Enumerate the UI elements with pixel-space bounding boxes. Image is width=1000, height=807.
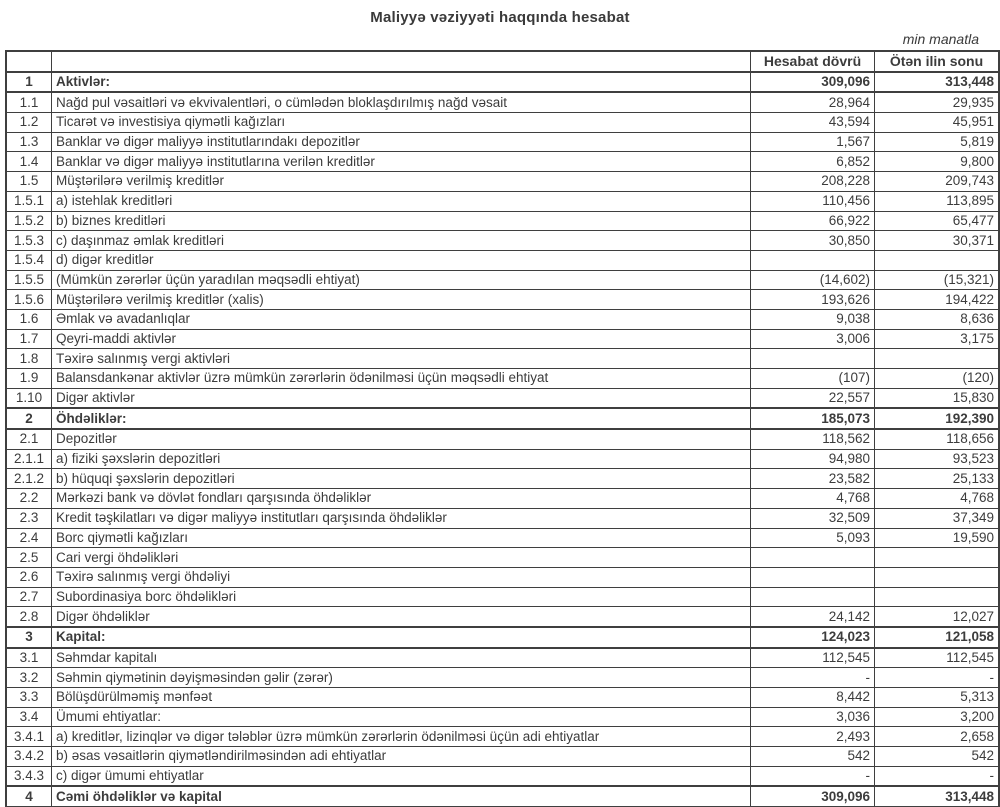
value-previous-cell: 45,951 bbox=[875, 113, 1000, 133]
value-current-cell: 28,964 bbox=[751, 92, 875, 112]
row-number-cell: 3 bbox=[6, 627, 52, 648]
row-number-cell: 1.5.4 bbox=[6, 250, 52, 270]
row-number-cell: 2.6 bbox=[6, 567, 52, 587]
row-label-cell: Qeyri-maddi aktivlər bbox=[52, 329, 751, 349]
row-label-cell: Bölüşdürülməmiş mənfəət bbox=[52, 688, 751, 708]
table-row bbox=[6, 113, 999, 133]
financial-statement-table bbox=[5, 50, 1000, 807]
table-row bbox=[6, 786, 999, 807]
value-current-cell: 309,096 bbox=[751, 786, 875, 807]
table-row bbox=[6, 349, 999, 369]
table-row bbox=[6, 528, 999, 548]
value-current-cell: 22,557 bbox=[751, 388, 875, 408]
row-label-cell: Kredit təşkilatları və digər maliyyə institutları qarşısında öhdəliklər bbox=[52, 508, 751, 528]
row-number-cell: 1.8 bbox=[6, 349, 52, 369]
row-number-cell: 1.5.2 bbox=[6, 211, 52, 231]
row-number-cell: 1.1 bbox=[6, 92, 52, 112]
value-current-cell: 124,023 bbox=[751, 627, 875, 648]
row-number-cell: 4 bbox=[6, 786, 52, 807]
value-current-cell: 4,768 bbox=[751, 489, 875, 509]
value-current-cell: 66,922 bbox=[751, 211, 875, 231]
value-current-cell: 193,626 bbox=[751, 290, 875, 310]
row-number-cell: 1.5 bbox=[6, 172, 52, 192]
row-number-cell: 2.1.1 bbox=[6, 449, 52, 469]
value-current-cell: 208,228 bbox=[751, 172, 875, 192]
row-label-cell: Müştərilərə verilmiş kreditlər (xalis) bbox=[52, 290, 751, 310]
page-title: Maliyyə vəziyyəti haqqında hesabat bbox=[370, 9, 630, 26]
value-previous-cell: 15,830 bbox=[875, 388, 1000, 408]
table-row bbox=[6, 231, 999, 251]
value-previous-cell: 12,027 bbox=[875, 607, 1000, 627]
table-row bbox=[6, 152, 999, 172]
value-previous-cell bbox=[875, 250, 1000, 270]
table-body bbox=[6, 72, 999, 807]
row-number-cell: 2 bbox=[6, 408, 52, 429]
row-number-cell: 2.1 bbox=[6, 429, 52, 449]
value-current-cell: 112,545 bbox=[751, 648, 875, 668]
table-row bbox=[6, 429, 999, 449]
value-previous-cell: 65,477 bbox=[875, 211, 1000, 231]
table-row bbox=[6, 469, 999, 489]
row-label-cell: Ümumi ehtiyatlar: bbox=[52, 707, 751, 727]
table-row bbox=[6, 290, 999, 310]
value-previous-cell: 3,200 bbox=[875, 707, 1000, 727]
row-label-cell: Əmlak və avadanlıqlar bbox=[52, 309, 751, 329]
value-current-cell: 542 bbox=[751, 747, 875, 767]
value-previous-cell: 37,349 bbox=[875, 508, 1000, 528]
value-current-cell: 2,493 bbox=[751, 727, 875, 747]
row-label-cell: Digər aktivlər bbox=[52, 388, 751, 408]
row-label-cell: Təxirə salınmış vergi öhdəliyi bbox=[52, 567, 751, 587]
row-label-cell: Kapital: bbox=[52, 627, 751, 648]
row-number-cell: 1.5.6 bbox=[6, 290, 52, 310]
table-row bbox=[6, 567, 999, 587]
row-number-cell: 1.6 bbox=[6, 309, 52, 329]
row-label-cell: Balansdankənar aktivlər üzrə mümkün zərərlərin ödənilməsi üçün məqsədli ehtiyat bbox=[52, 369, 751, 389]
value-current-cell bbox=[751, 250, 875, 270]
value-previous-cell: 112,545 bbox=[875, 648, 1000, 668]
value-current-cell bbox=[751, 567, 875, 587]
table-row bbox=[6, 250, 999, 270]
value-current-cell: 43,594 bbox=[751, 113, 875, 133]
row-label-cell: b) biznes kreditləri bbox=[52, 211, 751, 231]
row-label-cell: Səhmdar kapitalı bbox=[52, 648, 751, 668]
value-previous-cell: - bbox=[875, 668, 1000, 688]
table-row bbox=[6, 548, 999, 568]
row-label-cell: Subordinasiya borc öhdəlikləri bbox=[52, 587, 751, 607]
row-label-cell: Borc qiymətli kağızları bbox=[52, 528, 751, 548]
row-number-cell: 2.7 bbox=[6, 587, 52, 607]
value-previous-cell: 19,590 bbox=[875, 528, 1000, 548]
row-number-cell: 1.4 bbox=[6, 152, 52, 172]
value-current-cell: - bbox=[751, 668, 875, 688]
table-row bbox=[6, 270, 999, 290]
row-label-cell: c) digər ümumi ehtiyatlar bbox=[52, 766, 751, 786]
row-number-cell: 1.5.3 bbox=[6, 231, 52, 251]
row-label-cell: b) hüquqi şəxslərin depozitləri bbox=[52, 469, 751, 489]
table-row bbox=[6, 211, 999, 231]
value-current-cell: 5,093 bbox=[751, 528, 875, 548]
row-number-cell: 2.5 bbox=[6, 548, 52, 568]
table-row bbox=[6, 489, 999, 509]
row-number-cell: 1.5.5 bbox=[6, 270, 52, 290]
table-row bbox=[6, 388, 999, 408]
row-label-cell: Nağd pul vəsaitləri və ekvivalentləri, o cümlədən bloklaşdırılmış nağd vəsait bbox=[52, 92, 751, 112]
row-label-cell: Mərkəzi bank və dövlət fondları qarşısında öhdəliklər bbox=[52, 489, 751, 509]
value-current-cell: 24,142 bbox=[751, 607, 875, 627]
table-row bbox=[6, 449, 999, 469]
row-number-cell: 2.1.2 bbox=[6, 469, 52, 489]
row-number-cell: 1.5.1 bbox=[6, 191, 52, 211]
row-number-cell: 3.3 bbox=[6, 688, 52, 708]
row-number-cell: 2.3 bbox=[6, 508, 52, 528]
value-previous-cell: 313,448 bbox=[875, 72, 1000, 93]
value-current-cell: 9,038 bbox=[751, 309, 875, 329]
unit-note: min manatla bbox=[902, 31, 979, 47]
row-number-cell: 2.2 bbox=[6, 489, 52, 509]
header-row bbox=[6, 51, 999, 72]
row-number-cell: 3.1 bbox=[6, 648, 52, 668]
value-previous-cell: 25,133 bbox=[875, 469, 1000, 489]
value-current-cell bbox=[751, 587, 875, 607]
row-label-cell: d) digər kreditlər bbox=[52, 250, 751, 270]
value-current-cell: 8,442 bbox=[751, 688, 875, 708]
table-row bbox=[6, 508, 999, 528]
row-number-cell: 1 bbox=[6, 72, 52, 93]
value-previous-cell: 8,636 bbox=[875, 309, 1000, 329]
value-current-cell: 1,567 bbox=[751, 132, 875, 152]
table-row bbox=[6, 668, 999, 688]
row-number-cell: 1.2 bbox=[6, 113, 52, 133]
row-label-cell: Müştərilərə verilmiş kreditlər bbox=[52, 172, 751, 192]
value-previous-cell: 194,422 bbox=[875, 290, 1000, 310]
value-previous-cell: 9,800 bbox=[875, 152, 1000, 172]
value-current-cell: 118,562 bbox=[751, 429, 875, 449]
row-number-cell: 1.7 bbox=[6, 329, 52, 349]
row-number-cell: 1.9 bbox=[6, 369, 52, 389]
value-previous-cell: 542 bbox=[875, 747, 1000, 767]
value-current-cell: 3,036 bbox=[751, 707, 875, 727]
header-cell-number bbox=[6, 51, 52, 72]
value-previous-cell: 2,658 bbox=[875, 727, 1000, 747]
value-previous-cell: 5,313 bbox=[875, 688, 1000, 708]
table-row bbox=[6, 648, 999, 668]
value-current-cell: 32,509 bbox=[751, 508, 875, 528]
row-number-cell: 3.4.1 bbox=[6, 727, 52, 747]
row-number-cell: 3.2 bbox=[6, 668, 52, 688]
header-cell-description bbox=[52, 51, 751, 72]
value-current-cell bbox=[751, 548, 875, 568]
table-row bbox=[6, 132, 999, 152]
table-row bbox=[6, 707, 999, 727]
table-row bbox=[6, 587, 999, 607]
table-row bbox=[6, 72, 999, 93]
table-row bbox=[6, 627, 999, 648]
value-previous-cell: 4,768 bbox=[875, 489, 1000, 509]
row-label-cell: a) kreditlər, lizinqlər və digər tələblər üzrə mümkün zərərlərin ödənilməsi üçün adi ehtiyatlar bbox=[52, 727, 751, 747]
table-row bbox=[6, 309, 999, 329]
value-current-cell: 30,850 bbox=[751, 231, 875, 251]
value-previous-cell: 209,743 bbox=[875, 172, 1000, 192]
value-previous-cell: 93,523 bbox=[875, 449, 1000, 469]
row-label-cell: Banklar və digər maliyyə institutlarındakı depozitlər bbox=[52, 132, 751, 152]
value-current-cell: (107) bbox=[751, 369, 875, 389]
row-number-cell: 3.4.2 bbox=[6, 747, 52, 767]
value-previous-cell: 192,390 bbox=[875, 408, 1000, 429]
value-current-cell: 6,852 bbox=[751, 152, 875, 172]
value-current-cell: 94,980 bbox=[751, 449, 875, 469]
header-cell-current-period: Hesabat dövrü bbox=[751, 51, 875, 72]
value-previous-cell: - bbox=[875, 766, 1000, 786]
row-label-cell: Banklar və digər maliyyə institutlarına verilən kreditlər bbox=[52, 152, 751, 172]
value-previous-cell bbox=[875, 349, 1000, 369]
row-number-cell: 2.4 bbox=[6, 528, 52, 548]
value-previous-cell: 113,895 bbox=[875, 191, 1000, 211]
value-current-cell: - bbox=[751, 766, 875, 786]
table-row bbox=[6, 408, 999, 429]
row-number-cell: 1.10 bbox=[6, 388, 52, 408]
table-row bbox=[6, 329, 999, 349]
value-previous-cell: 3,175 bbox=[875, 329, 1000, 349]
value-previous-cell: (15,321) bbox=[875, 270, 1000, 290]
row-label-cell: Səhmin qiymətinin dəyişməsindən gəlir (zərər) bbox=[52, 668, 751, 688]
row-number-cell: 1.3 bbox=[6, 132, 52, 152]
table-row bbox=[6, 688, 999, 708]
row-label-cell: c) daşınmaz əmlak kreditləri bbox=[52, 231, 751, 251]
table-row bbox=[6, 766, 999, 786]
value-previous-cell: 30,371 bbox=[875, 231, 1000, 251]
table-row bbox=[6, 191, 999, 211]
value-previous-cell: 29,935 bbox=[875, 92, 1000, 112]
value-current-cell: (14,602) bbox=[751, 270, 875, 290]
table-row bbox=[6, 727, 999, 747]
row-label-cell: Ticarət və investisiya qiymətli kağızları bbox=[52, 113, 751, 133]
row-number-cell: 3.4 bbox=[6, 707, 52, 727]
value-previous-cell: 5,819 bbox=[875, 132, 1000, 152]
value-previous-cell bbox=[875, 567, 1000, 587]
row-label-cell: a) fiziki şəxslərin depozitləri bbox=[52, 449, 751, 469]
table-row bbox=[6, 92, 999, 112]
row-label-cell: Cəmi öhdəliklər və kapital bbox=[52, 786, 751, 807]
table-row bbox=[6, 747, 999, 767]
table-row bbox=[6, 607, 999, 627]
row-label-cell: b) əsas vəsaitlərin qiymətləndirilməsindən adi ehtiyatlar bbox=[52, 747, 751, 767]
value-previous-cell: (120) bbox=[875, 369, 1000, 389]
value-current-cell: 309,096 bbox=[751, 72, 875, 93]
row-label-cell: Aktivlər: bbox=[52, 72, 751, 93]
value-previous-cell bbox=[875, 587, 1000, 607]
row-label-cell: Təxirə salınmış vergi aktivləri bbox=[52, 349, 751, 369]
value-previous-cell: 118,656 bbox=[875, 429, 1000, 449]
value-current-cell: 3,006 bbox=[751, 329, 875, 349]
table-row bbox=[6, 172, 999, 192]
table-row bbox=[6, 369, 999, 389]
value-previous-cell bbox=[875, 548, 1000, 568]
row-label-cell: Digər öhdəliklər bbox=[52, 607, 751, 627]
value-current-cell: 23,582 bbox=[751, 469, 875, 489]
row-label-cell: a) istehlak kreditləri bbox=[52, 191, 751, 211]
row-number-cell: 3.4.3 bbox=[6, 766, 52, 786]
value-current-cell: 185,073 bbox=[751, 408, 875, 429]
value-current-cell: 110,456 bbox=[751, 191, 875, 211]
value-previous-cell: 313,448 bbox=[875, 786, 1000, 807]
row-label-cell: Öhdəliklər: bbox=[52, 408, 751, 429]
value-current-cell bbox=[751, 349, 875, 369]
row-label-cell: Cari vergi öhdəlikləri bbox=[52, 548, 751, 568]
row-number-cell: 2.8 bbox=[6, 607, 52, 627]
value-previous-cell: 121,058 bbox=[875, 627, 1000, 648]
header-cell-previous-year: Ötən ilin sonu bbox=[875, 51, 1000, 72]
row-label-cell: Depozitlər bbox=[52, 429, 751, 449]
row-label-cell: (Mümkün zərərlər üçün yaradılan məqsədli ehtiyat) bbox=[52, 270, 751, 290]
